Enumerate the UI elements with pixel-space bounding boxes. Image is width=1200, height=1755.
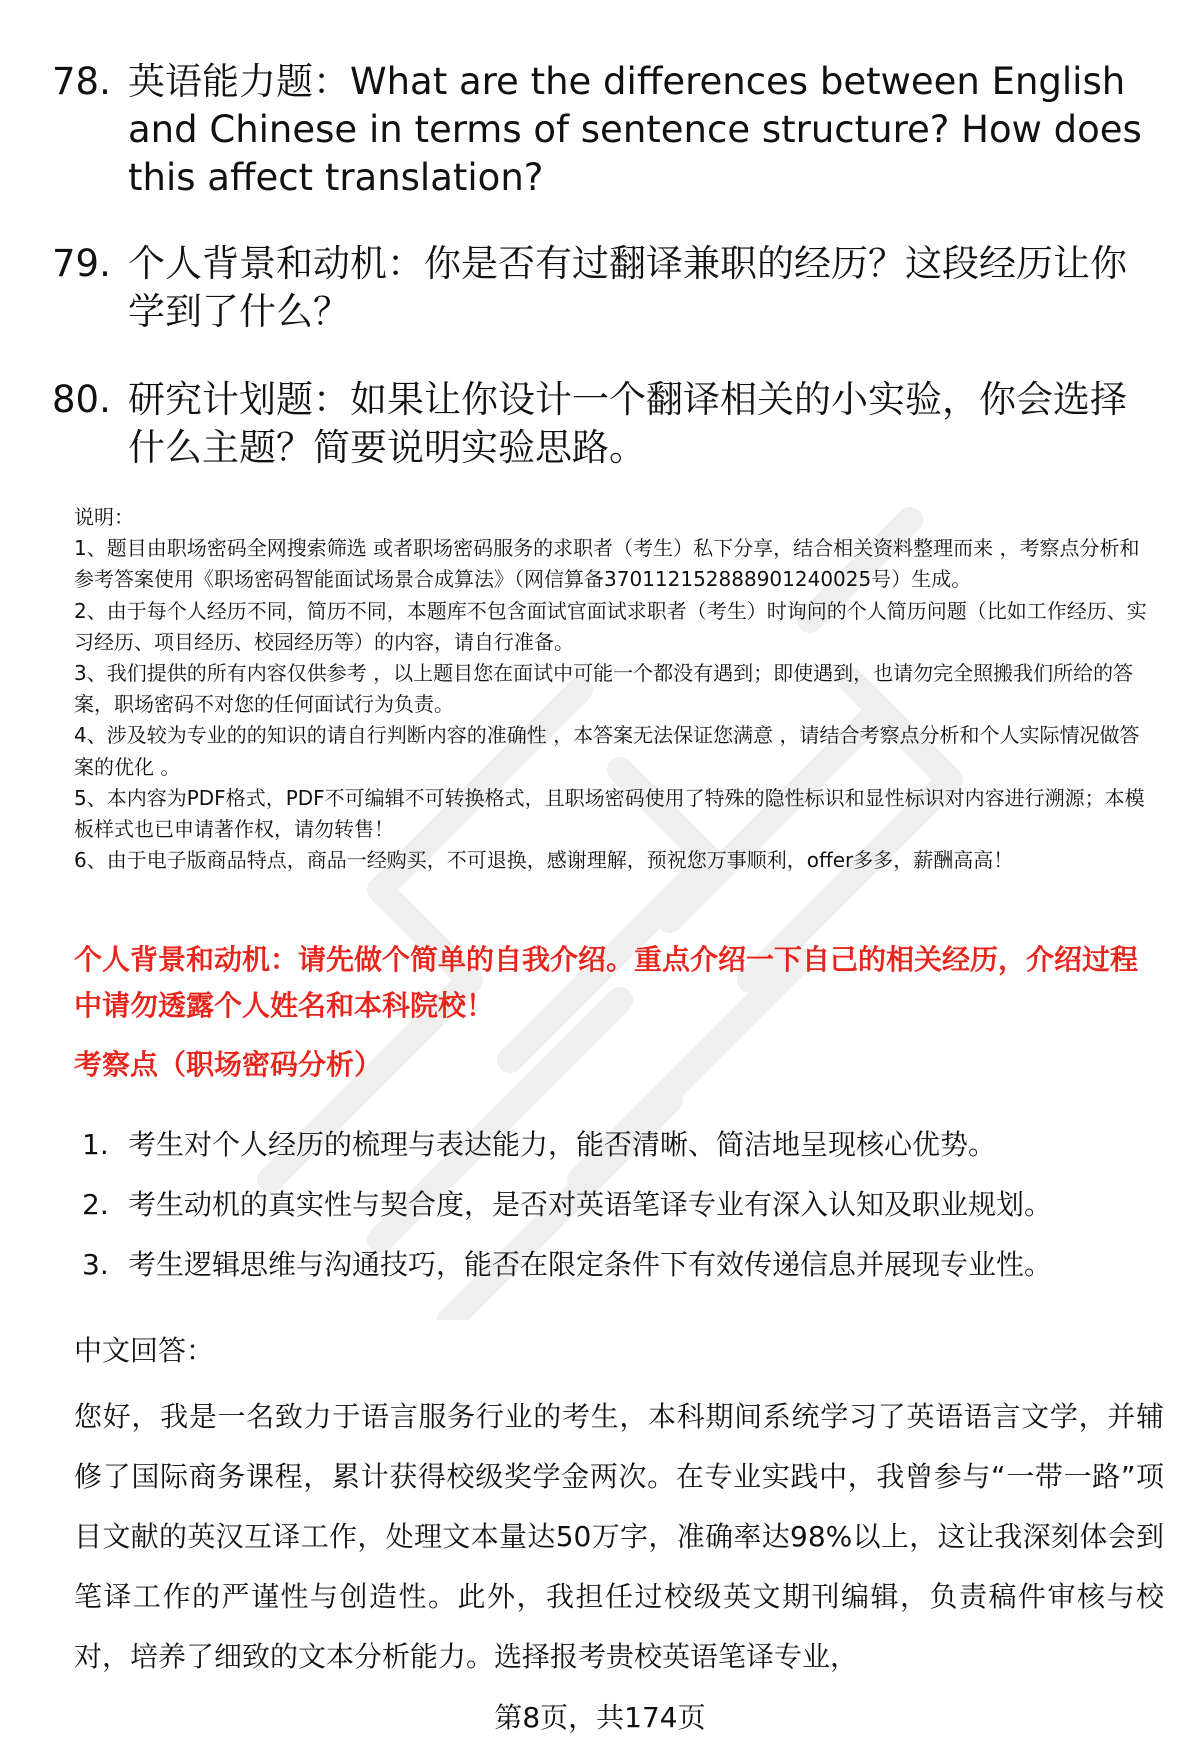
question-number: 78. — [52, 60, 111, 103]
notes-section — [74, 502, 1154, 876]
note-item: 6、由于电子版商品特点，商品一经购买，不可退换，感谢理解，预祝您万事顺利，offer多多，薪酬高高！ — [74, 848, 1014, 873]
point-number: 1. — [82, 1128, 109, 1161]
question-list — [52, 58, 1162, 510]
note-item: 4、涉及较为专业的的知识的请自行判断内容的准确性 ，本答案无法保证您满意 ，请结合考察点分析和个人实际情况做答案的优化 。 — [74, 723, 1140, 779]
analysis-point — [82, 1245, 1162, 1285]
point-text: 考生动机的真实性与契合度，是否对英语笔译专业有深入认知及职业规划。 — [128, 1188, 1053, 1221]
answer-heading: 中文回答： — [74, 1334, 215, 1367]
question-item — [52, 58, 1162, 202]
note-item: 5、本内容为PDF格式，PDF不可编辑不可转换格式，且职场密码使用了特殊的隐性标识和显性标识对内容进行溯源；本模板样式也已申请著作权，请勿转售！ — [74, 785, 1145, 842]
note-item: 1、题目由职场密码全网搜索筛选 或者职场密码服务的求职者（考生）私下分享，结合相关资料整理而来 ，考察点分析和参考答案使用《职场密码智能面试场景合成算法》（网信算备370112152888901240025号）生成。 — [74, 536, 1140, 592]
point-number: 2. — [82, 1188, 109, 1221]
question-item — [52, 376, 1162, 472]
analysis-points — [82, 1125, 1162, 1305]
answer-text: 您好，我是一名致力于语言服务行业的考生，本科期间系统学习了英语语言文学，并辅修了国际商务课程，累计获得校级奖学金两次。在专业实践中，我曾参与“一带一路”项目文献的英汉互译工作，处理文本量达50万字，准确率达98%以上，这让我深刻体会到笔译工作的严谨性与创造性。此外，我担任过校级英文期刊编辑，负责稿件审核与校对，培养了细致的文本分析能力。选择报考贵校英语笔译专业， — [74, 1400, 1164, 1673]
highlight-question: 个人背景和动机：请先做个简单的自我介绍。重点介绍一下自己的相关经历，介绍过程中请勿透露个人姓名和本科院校！ — [74, 943, 1139, 1022]
question-text: 英语能力题：What are the differences between English and Chinese in terms of sentence structure? How does this affect translation? — [128, 60, 1142, 199]
point-number: 3. — [82, 1248, 109, 1281]
question-number: 80. — [52, 378, 111, 421]
question-number: 79. — [52, 242, 111, 285]
notes-title: 说明： — [74, 505, 134, 529]
note-item: 2、由于每个人经历不同，简历不同，本题库不包含面试官面试求职者（考生）时询问的个人简历问题（比如工作经历、实习经历、项目经历、校园经历等）的内容，请自行准备。 — [74, 598, 1147, 654]
question-text: 个人背景和动机：你是否有过翻译兼职的经历？这段经历让你学到了什么？ — [128, 242, 1127, 333]
analysis-heading: 考察点（职场密码分析） — [74, 1048, 383, 1081]
point-text: 考生逻辑思维与沟通技巧，能否在限定条件下有效传递信息并展现专业性。 — [128, 1248, 1053, 1281]
question-text: 研究计划题：如果让你设计一个翻译相关的小实验，你会选择什么主题？简要说明实验思路。 — [128, 378, 1127, 469]
analysis-point — [82, 1125, 1162, 1165]
point-text: 考生对个人经历的梳理与表达能力，能否清晰、简洁地呈现核心优势。 — [128, 1128, 997, 1161]
page-footer: 第8页，共174页 — [494, 1701, 706, 1734]
analysis-point — [82, 1185, 1162, 1225]
note-item: 3、我们提供的所有内容仅供参考 ，以上题目您在面试中可能一个都没有遇到；即使遇到，也请勿完全照搬我们所给的答案，职场密码不对您的任何面试行为负责。 — [74, 661, 1134, 717]
question-item — [52, 240, 1162, 336]
